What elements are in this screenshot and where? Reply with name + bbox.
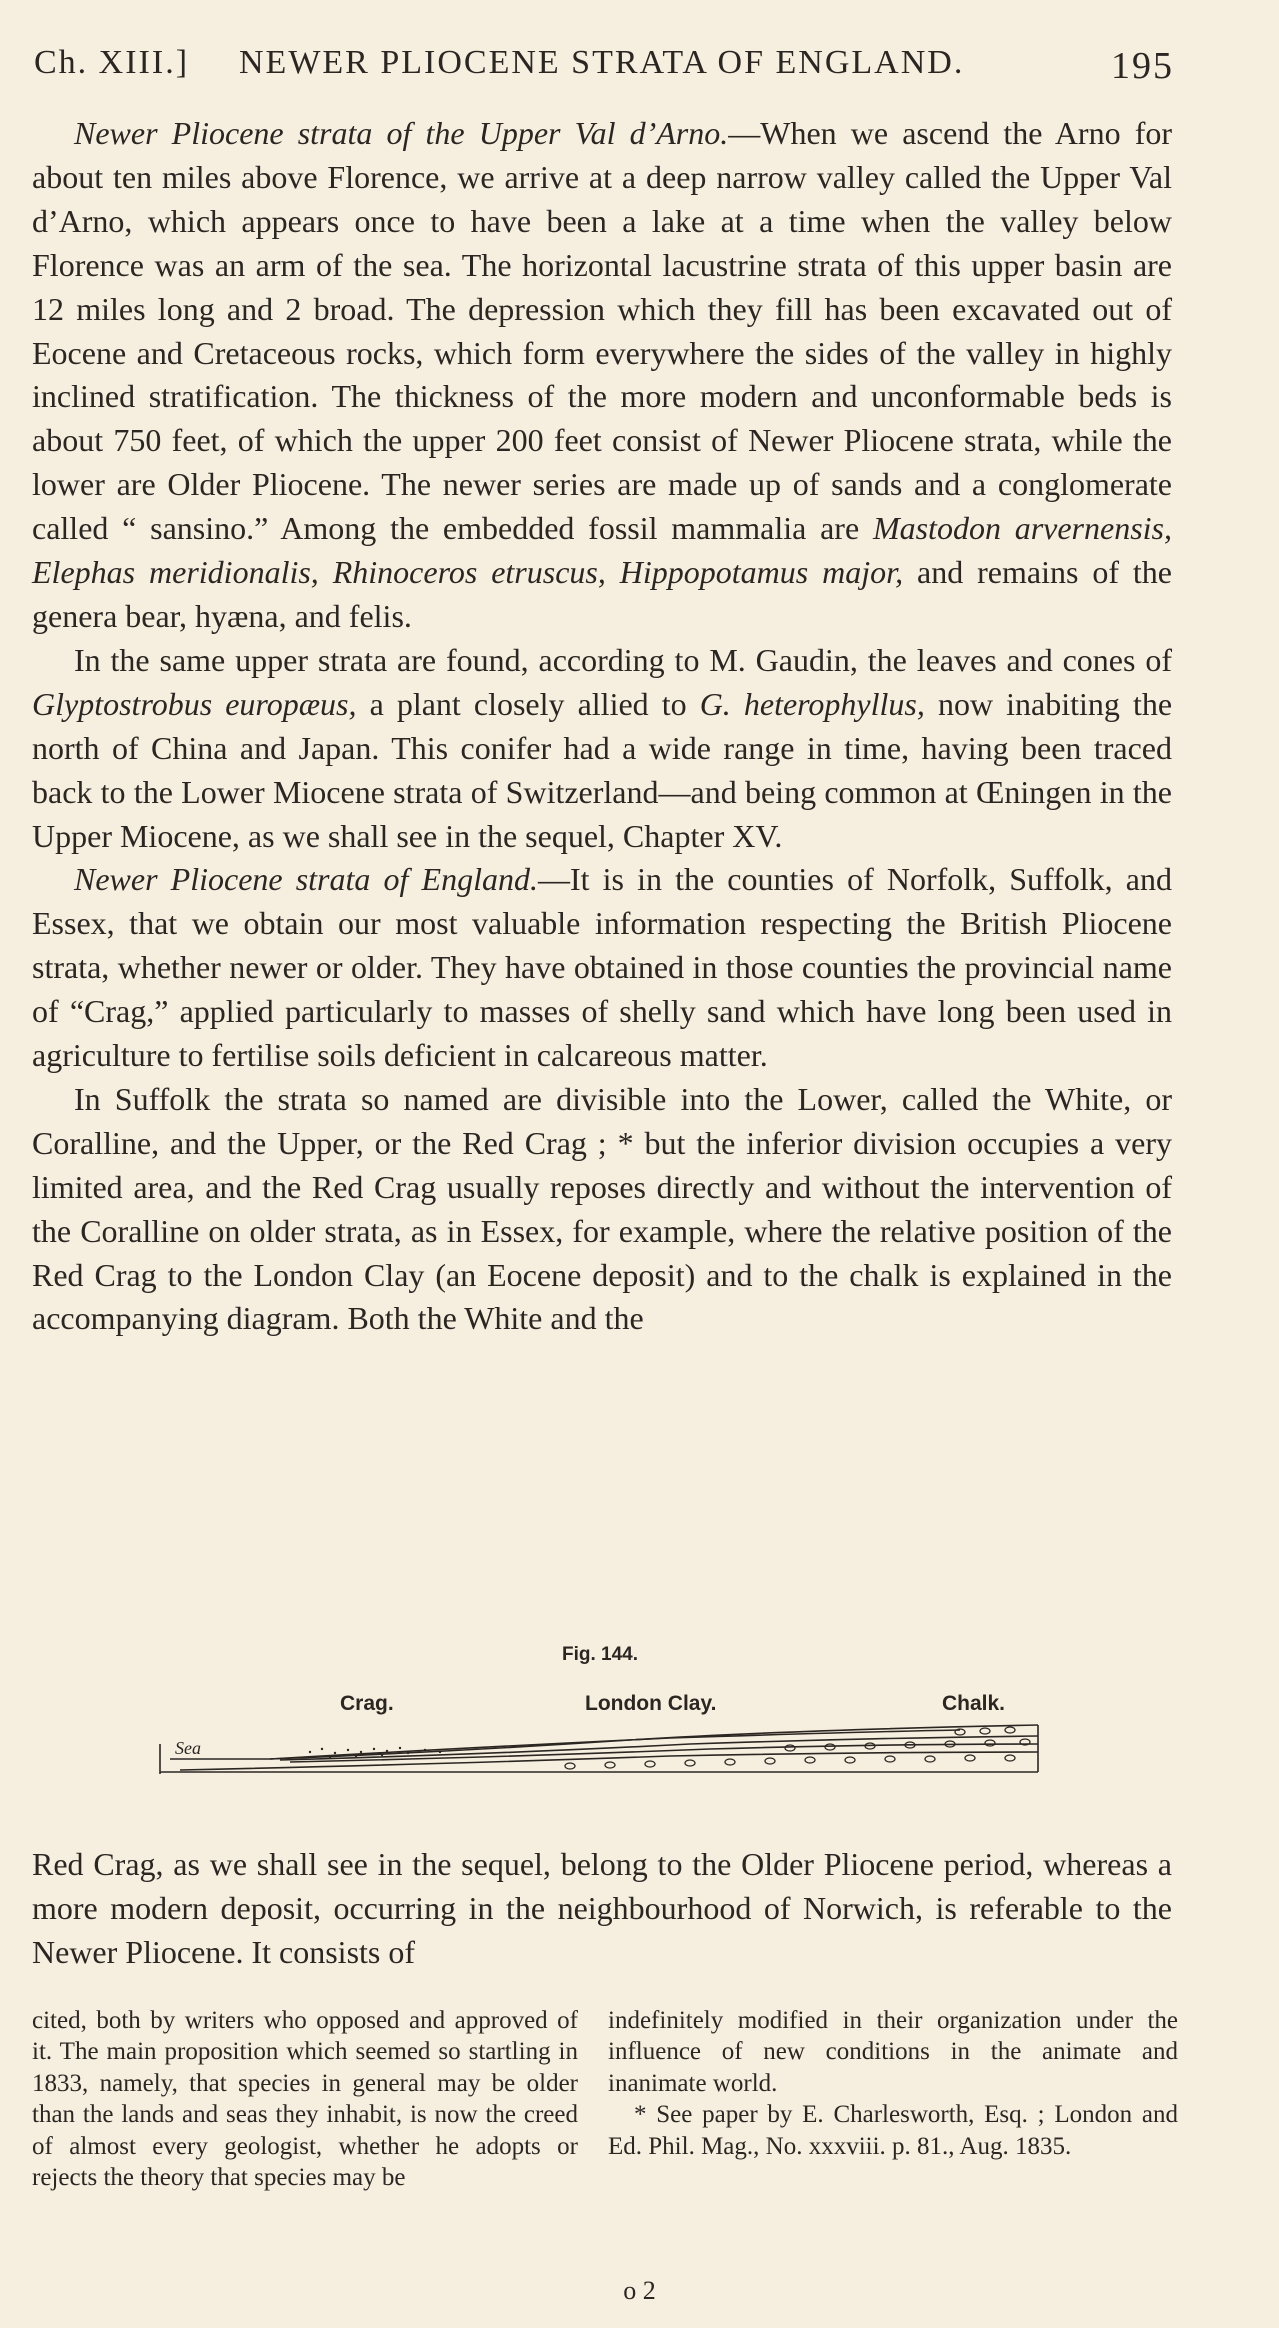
continuation-text xyxy=(32,1843,1172,1975)
footnote-continuation: cited, both by writers who opposed and approved of it. The main proposition which seemed so startling in 1833, namely, that species in general may be older than the lands and seas they inhabit, is now the creed of almost every geologist, whether he adopts or rejects the theory that species may be xyxy=(32,2007,578,2192)
figure-label: Fig. 144. xyxy=(561,1644,639,1665)
paragraph-text: now inabiting the north of China and Japan. This conifer had a wide range in time, having been traced back to the Lower Miocene strata of Switzerland—and being common at Œningen in the Upper Miocene, as we shall see in the sequel, Chapter XV. xyxy=(32,685,1173,854)
caption-london-clay: London Clay. xyxy=(585,1692,717,1715)
footnote-continuation: indefinitely modified in their organization under the influence of new conditions in the animate and inanimate world. xyxy=(608,2007,1178,2097)
caption-chalk: Chalk. xyxy=(942,1692,1006,1715)
section-heading-england: Newer Pliocene strata of England. xyxy=(74,861,538,898)
main-text xyxy=(32,112,1172,1341)
running-header xyxy=(34,44,1174,94)
figure-144 xyxy=(30,1632,1170,1822)
species-name: Glyptostrobus europæus, xyxy=(32,685,357,722)
paragraph-val-darno xyxy=(32,112,1172,639)
caption-crag: Crag. xyxy=(340,1692,394,1715)
chapter-ref: Ch. XIII.] xyxy=(34,44,190,81)
paragraph-england xyxy=(32,858,1172,1078)
paragraph-text: a plant closely allied to xyxy=(356,685,700,722)
paragraph-text: In Suffolk the strata so named are divisible into the Lower, called the White, or Coralline, and the Upper, or the Red Crag ; * but the inferior division occupies a very limited area, and the Red Crag usually reposes directly and without the intervention of the Coralline on older strata, as in Essex, for example, where the relative position of the Red Crag to the London Clay (an Eocene deposit) and to the chalk is explained in the accompanying diagram. Both the White and the xyxy=(32,1080,1172,1337)
paragraph-text: In the same upper strata are found, according to M. Gaudin, the leaves and cones of xyxy=(74,641,1172,678)
species-name: G. heterophyllus, xyxy=(699,685,925,722)
paragraph-text: —When we ascend the Arno for about ten miles above Florence, we arrive at a deep narrow valley called the Upper Val d’Arno, which appears once to have been a lake at a time when the valley below Florence was an arm of the sea. The horizontal lacustrine strata of this upper basin are 12 miles long and 2 broad. The depression which they fill has been excavated out of Eocene and Cretaceous rocks, which form everywhere the sides of the valley in highly inclined stratification. The thickness of the more modern and unconformable beds is about 750 feet, of which the upper 200 feet consist of Newer Pliocene strata, while the lower are Older Pliocene. The newer series are made up of sands and a conglomerate called “ sansino.” Among the embedded fossil mammalia are xyxy=(32,115,1173,547)
sea-label: Sea xyxy=(175,1738,201,1758)
paragraph-text: —It is in the counties of Norfolk, Suffolk, and Essex, that we obtain our most valuable information respecting the British Pliocene strata, whether newer or older. They have obtained in those counties the provincial name of “Crag,” applied particularly to masses of shelly sand which have long been used in agriculture to fertilise soils deficient in calcareous matter. xyxy=(32,861,1173,1074)
footnote-column-right xyxy=(608,2005,1178,2162)
signature-mark: o 2 xyxy=(623,2276,656,2305)
footnote-charlesworth: * See paper by E. Charlesworth, Esq. ; London and Ed. Phil. Mag., No. xxxviii. p. 81., Aug. 1835. xyxy=(608,2101,1178,2160)
cross-section-diagram xyxy=(30,1722,1170,1822)
section-heading-val-darno: Newer Pliocene strata of the Upper Val d’Arno. xyxy=(74,115,729,151)
paragraph-suffolk xyxy=(32,1078,1172,1341)
paragraph-text: Red Crag, as we shall see in the sequel, belong to the Older Pliocene period, whereas a more modern deposit, occurring in the neighbourhood of Norwich, is referable to the Newer Pliocene. It consists of xyxy=(32,1846,1172,1970)
species-list: Mastodon arvernensis, Elephas meridionalis, Rhinoceros etruscus, Hippopotamus major, xyxy=(32,510,1173,591)
footnotes xyxy=(32,2005,1178,2225)
paragraph-glyptostrobus xyxy=(32,639,1172,859)
running-title: NEWER PLIOCENE STRATA OF ENGLAND. xyxy=(239,44,965,81)
page-number: 195 xyxy=(1111,45,1174,87)
footnote-column-left xyxy=(32,2005,578,2193)
paragraph-text: and remains of the genera bear, hyæna, and felis. xyxy=(32,554,1172,634)
